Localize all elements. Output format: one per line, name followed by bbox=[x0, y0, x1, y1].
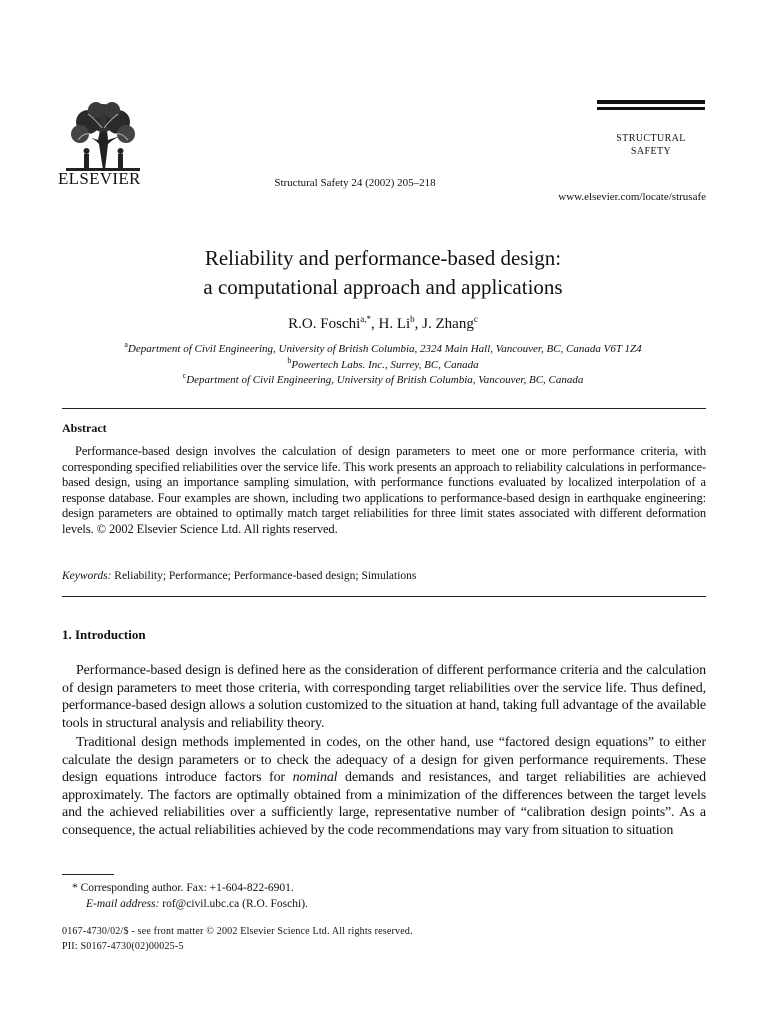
abstract-body: Performance-based design involves the calculation of design parameters to meet one or more performance criteria, with corresponding specified reliabilities over the service life. This work presents an approach to reliability calculations in performance-based design, using an importance sampling simulation, with performance functions evaluated by localized interpolation of a response database. Four examples are shown, including two applications to performance-based design in earthquake engineering: design parameters are obtained to optimally match target reliabilities for three limit states associated with different deformation levels. © 2002 Elsevier Science Ltd. All rights reserved. bbox=[62, 444, 706, 536]
publisher-name: ELSEVIER bbox=[58, 169, 141, 188]
intro-text: demands and resistances, and target reliabilities are achieved approximately. The factors are optimally obtained from a minimization of the differences between the target levels and the achieved reliabilities over a sufficiently large, representative number of “calibration design points”. As a consequence, the actual reliabilities achieved by the code recommendations may vary from situation to situation bbox=[62, 770, 706, 838]
journal-masthead bbox=[597, 132, 705, 158]
author-name: J. Zhang bbox=[422, 316, 474, 332]
affiliation-mark: a bbox=[124, 340, 128, 349]
masthead-rules bbox=[597, 100, 705, 110]
title-line: a computational approach and applications bbox=[203, 275, 563, 299]
journal-url[interactable]: www.elsevier.com/locate/strusafe bbox=[558, 191, 706, 203]
author-name: H. Li bbox=[378, 316, 411, 332]
author-list bbox=[60, 316, 706, 333]
keywords-label: Keywords: bbox=[62, 570, 112, 582]
author-affiliation-mark: a,* bbox=[360, 314, 371, 324]
journal-reference: Structural Safety 24 (2002) 205–218 bbox=[274, 177, 436, 189]
author-separator: , bbox=[371, 316, 379, 332]
keywords-list: Reliability; Performance; Performance-based design; Simulations bbox=[114, 570, 417, 582]
copyright-line: 0167-4730/02/$ - see front matter © 2002 Elsevier Science Ltd. All rights reserved. bbox=[62, 926, 413, 937]
section-heading-introduction: 1. Introduction bbox=[62, 627, 146, 642]
masthead-line: SAFETY bbox=[630, 146, 672, 157]
author-affiliation-mark: b bbox=[410, 314, 415, 324]
affiliation-text: Department of Civil Engineering, University of British Columbia, 2324 Main Hall, Vancouver, BC, Canada V6T 1Z4 bbox=[127, 343, 642, 355]
affiliation-mark: c bbox=[182, 371, 187, 380]
article-title bbox=[60, 244, 706, 302]
intro-paragraph bbox=[62, 734, 706, 840]
affiliation-text: Powertech Labs. Inc., Surrey, BC, Canada bbox=[291, 359, 479, 371]
footnote-email bbox=[86, 898, 308, 910]
footnote-corresponding: * Corresponding author. Fax: +1-604-822-6901. bbox=[72, 882, 294, 894]
author-name: R.O. Foschi bbox=[288, 316, 361, 332]
title-line: Reliability and performance-based design: bbox=[204, 246, 562, 270]
divider bbox=[62, 408, 706, 409]
pii-line: PII: S0167-4730(02)00025-5 bbox=[62, 941, 184, 952]
keywords bbox=[62, 570, 416, 582]
divider bbox=[62, 596, 706, 597]
intro-paragraph: Performance-based design is defined here as the consideration of different performance criteria and the calculation of design parameters to meet those criteria, with corresponding target reliabilities over the service life. Thus defined, performance-based design allows a solution customized to the situation at hand, taking full advantage of the available tools in structural analysis and reliability theory. bbox=[62, 663, 706, 731]
affiliation-c bbox=[60, 371, 706, 386]
intro-emphasis: nominal bbox=[292, 770, 338, 786]
affiliation-a bbox=[60, 340, 706, 355]
masthead-line: STRUCTURAL bbox=[616, 133, 686, 144]
email-address[interactable]: rof@civil.ubc.ca (R.O. Foschi). bbox=[159, 898, 308, 910]
email-label: E-mail address: bbox=[86, 898, 160, 910]
author-affiliation-mark: c bbox=[473, 314, 478, 324]
intro-text: Traditional design methods implemented in codes, on the other hand, use “factored design equations” to either calculate the design parameters or to check the adequacy of a design for given performance requirements. These design equations introduce factors for bbox=[62, 735, 706, 786]
affiliation-mark: b bbox=[287, 356, 292, 365]
abstract-heading: Abstract bbox=[62, 421, 107, 435]
footnote-rule bbox=[62, 874, 114, 875]
affiliation-text: Department of Civil Engineering, University of British Columbia, Vancouver, BC, Canada bbox=[186, 374, 584, 386]
affiliation-b bbox=[60, 356, 706, 371]
author-separator: , bbox=[414, 316, 423, 332]
